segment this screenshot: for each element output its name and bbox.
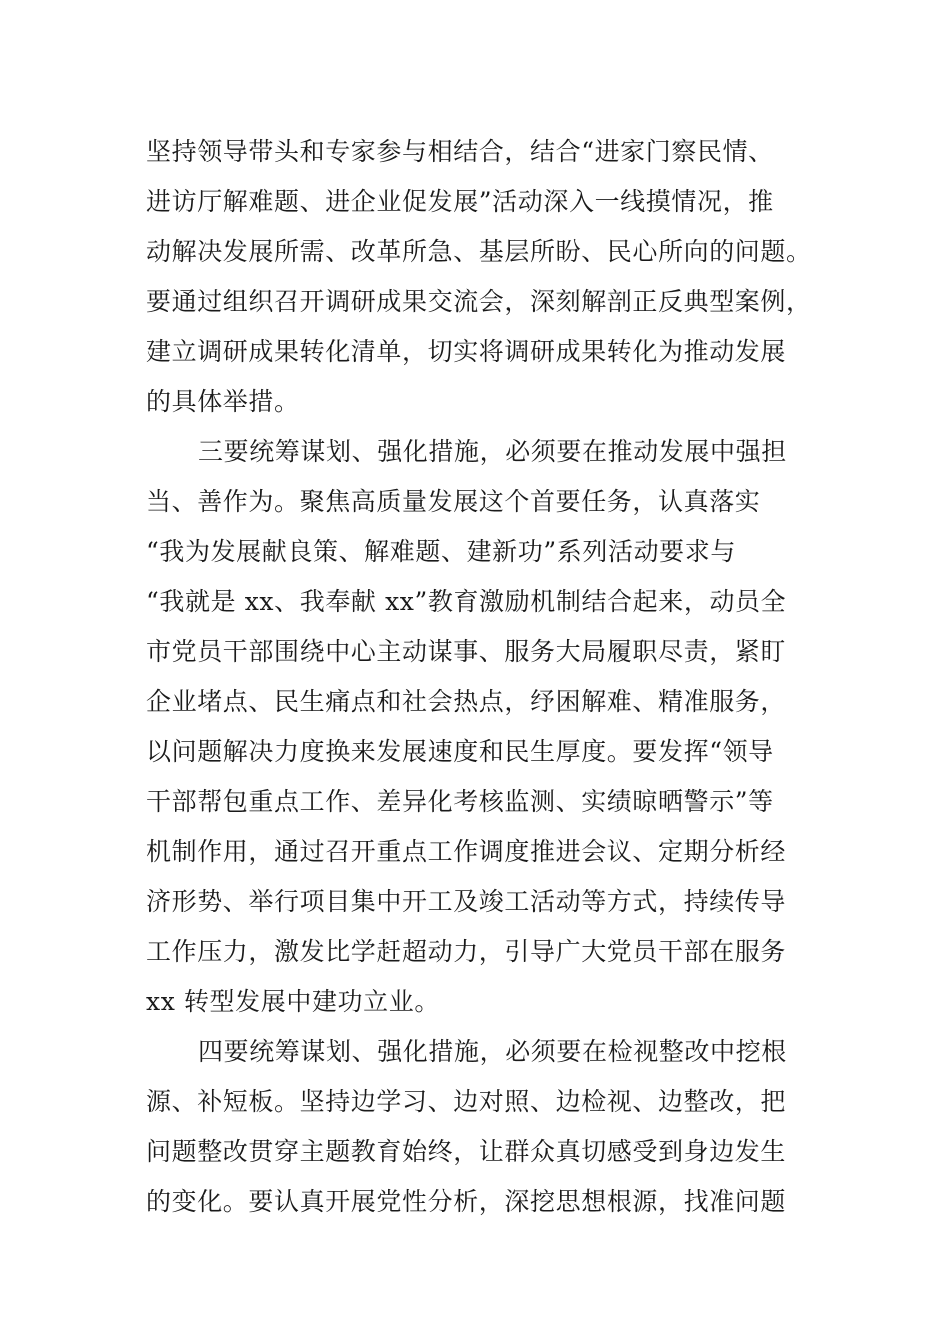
- text-line: 当、善作为。聚焦高质量发展这个首要任务，认真落实: [146, 487, 761, 516]
- text-line: xx 转型发展中建功立业。: [146, 987, 440, 1016]
- paragraph-start-line: 四要统筹谋划、强化措施，必须要在检视整改中挖根: [198, 1037, 787, 1066]
- text-line: 源、补短板。坚持边学习、边对照、边检视、边整改，把: [146, 1087, 787, 1116]
- text-line: 以问题解决力度换来发展速度和民生厚度。要发挥“领导: [146, 737, 774, 766]
- text-line: 济形势、举行项目集中开工及竣工活动等方式，持续传导: [146, 887, 787, 916]
- text-line: 工作压力，激发比学赶超动力，引导广大党员干部在服务: [146, 937, 787, 966]
- paragraph-start-line: 三要统筹谋划、强化措施，必须要在推动发展中强担: [198, 437, 787, 466]
- text-line: 干部帮包重点工作、差异化考核监测、实绩晾晒警示”等: [146, 787, 774, 816]
- text-line: 企业堵点、民生痛点和社会热点，纾困解难、精准服务，: [146, 687, 787, 716]
- document-body: [146, 127, 812, 1227]
- text-line: “我为发展献良策、解难题、建新功”系列活动要求与: [146, 537, 736, 566]
- text-line: 市党员干部围绕中心主动谋事、服务大局履职尽责，紧盯: [146, 637, 787, 666]
- text-line: 问题整改贯穿主题教育始终，让群众真切感受到身边发生: [146, 1137, 787, 1166]
- text-line: “我就是 xx、我奉献 xx”教育激励机制结合起来，动员全: [146, 587, 787, 616]
- text-line: 建立调研成果转化清单，切实将调研成果转化为推动发展: [146, 337, 787, 366]
- text-line: 进访厅解难题、进企业促发展”活动深入一线摸情况，推: [146, 187, 774, 216]
- text-line: 坚持领导带头和专家参与相结合，结合“进家门察民情、: [146, 137, 774, 166]
- text-line: 的具体举措。: [146, 387, 300, 416]
- text-line: 机制作用，通过召开重点工作调度推进会议、定期分析经: [146, 837, 787, 866]
- text-line: 要通过组织召开调研成果交流会，深刻解剖正反典型案例，: [146, 287, 812, 316]
- text-line: 动解决发展所需、改革所急、基层所盼、民心所向的问题。: [146, 237, 812, 266]
- text-line: 的变化。要认真开展党性分析，深挖思想根源，找准问题: [146, 1187, 787, 1216]
